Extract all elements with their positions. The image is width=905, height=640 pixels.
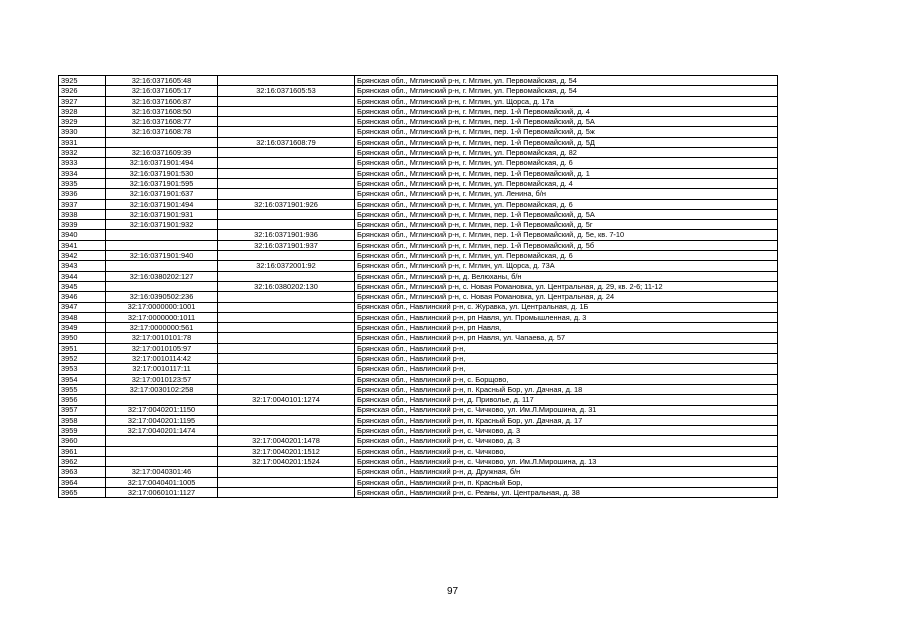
linked-cadastral-number-cell xyxy=(218,148,355,158)
address-cell: Брянская обл., Мглинский р-н, г. Мглин, пер. 1-й Первомайский, д. 5А xyxy=(355,117,778,127)
linked-cadastral-number-cell: 32:16:0380202:130 xyxy=(218,281,355,291)
address-cell: Брянская обл., Навлинский р-н, д. Дружная, б/н xyxy=(355,467,778,477)
linked-cadastral-number-cell xyxy=(218,302,355,312)
row-number-cell: 3939 xyxy=(59,220,106,230)
address-cell: Брянская обл., Навлинский р-н, с. Чичково, д. 3 xyxy=(355,436,778,446)
table-row xyxy=(59,76,778,86)
linked-cadastral-number-cell xyxy=(218,415,355,425)
table-row xyxy=(59,209,778,219)
row-number-cell: 3926 xyxy=(59,86,106,96)
linked-cadastral-number-cell xyxy=(218,374,355,384)
table-row xyxy=(59,436,778,446)
row-number-cell: 3942 xyxy=(59,251,106,261)
cadastral-number-cell: 32:16:0371606:87 xyxy=(106,96,218,106)
table-row xyxy=(59,364,778,374)
table-row xyxy=(59,199,778,209)
row-number-cell: 3950 xyxy=(59,333,106,343)
row-number-cell: 3961 xyxy=(59,446,106,456)
address-cell: Брянская обл., Навлинский р-н, xyxy=(355,343,778,353)
cadastral-number-cell: 32:17:0040301:46 xyxy=(106,467,218,477)
row-number-cell: 3943 xyxy=(59,261,106,271)
row-number-cell: 3933 xyxy=(59,158,106,168)
cadastral-number-cell xyxy=(106,137,218,147)
linked-cadastral-number-cell: 32:16:0371608:79 xyxy=(218,137,355,147)
row-number-cell: 3940 xyxy=(59,230,106,240)
address-cell: Брянская обл., Мглинский р-н, г. Мглин, ул. Первомайская, д. 6 xyxy=(355,251,778,261)
row-number-cell: 3958 xyxy=(59,415,106,425)
address-cell: Брянская обл., Навлинский р-н, д. Приволье, д. 117 xyxy=(355,395,778,405)
page-number: 97 xyxy=(446,586,459,597)
linked-cadastral-number-cell xyxy=(218,117,355,127)
cadastral-number-cell: 32:16:0371901:637 xyxy=(106,189,218,199)
table-row xyxy=(59,281,778,291)
row-number-cell: 3949 xyxy=(59,323,106,333)
table-row xyxy=(59,467,778,477)
linked-cadastral-number-cell xyxy=(218,312,355,322)
row-number-cell: 3955 xyxy=(59,384,106,394)
address-cell: Брянская обл., Мглинский р-н, г. Мглин, ул. Щорса, д. 17а xyxy=(355,96,778,106)
table-row xyxy=(59,446,778,456)
row-number-cell: 3938 xyxy=(59,209,106,219)
row-number-cell: 3963 xyxy=(59,467,106,477)
address-cell: Брянская обл., Навлинский р-н, с. Чичково, ул. Им.Л.Мирошина, д. 31 xyxy=(355,405,778,415)
table-row xyxy=(59,456,778,466)
table-row xyxy=(59,137,778,147)
linked-cadastral-number-cell xyxy=(218,426,355,436)
row-number-cell: 3964 xyxy=(59,477,106,487)
row-number-cell: 3962 xyxy=(59,456,106,466)
linked-cadastral-number-cell: 32:16:0371901:926 xyxy=(218,199,355,209)
table-row xyxy=(59,86,778,96)
address-cell: Брянская обл., Навлинский р-н, с. Чичково, xyxy=(355,446,778,456)
address-cell: Брянская обл., Мглинский р-н, с. Новая Романовка, ул. Центральная, д. 29, кв. 2-6; 11-12 xyxy=(355,281,778,291)
row-number-cell: 3934 xyxy=(59,168,106,178)
address-cell: Брянская обл., Мглинский р-н, г. Мглин, ул. Первомайская, д. 54 xyxy=(355,76,778,86)
table-row xyxy=(59,426,778,436)
linked-cadastral-number-cell xyxy=(218,477,355,487)
row-number-cell: 3948 xyxy=(59,312,106,322)
linked-cadastral-number-cell xyxy=(218,106,355,116)
row-number-cell: 3956 xyxy=(59,395,106,405)
address-cell: Брянская обл., Мглинский р-н, г. Мглин, ул. Первомайская, д. 54 xyxy=(355,86,778,96)
cadastral-number-cell: 32:17:0040201:1150 xyxy=(106,405,218,415)
cadastral-number-cell: 32:17:0000000:1001 xyxy=(106,302,218,312)
address-cell: Брянская обл., Мглинский р-н, г. Мглин, ул. Первомайская, д. 82 xyxy=(355,148,778,158)
table-row xyxy=(59,405,778,415)
address-cell: Брянская обл., Навлинский р-н, рп Навля, ул. Чапаева, д. 57 xyxy=(355,333,778,343)
table-row xyxy=(59,261,778,271)
address-cell: Брянская обл., Мглинский р-н, г. Мглин, ул. Первомайская, д. 6 xyxy=(355,199,778,209)
row-number-cell: 3925 xyxy=(59,76,106,86)
address-cell: Брянская обл., Мглинский р-н, г. Мглин, пер. 1-й Первомайский, д. 5е, кв. 7-10 xyxy=(355,230,778,240)
table-row xyxy=(59,127,778,137)
cadastral-number-cell: 32:17:0010114:42 xyxy=(106,354,218,364)
linked-cadastral-number-cell xyxy=(218,405,355,415)
linked-cadastral-number-cell: 32:17:0040101:1274 xyxy=(218,395,355,405)
linked-cadastral-number-cell xyxy=(218,292,355,302)
cadastral-number-cell: 32:16:0371608:78 xyxy=(106,127,218,137)
table-row xyxy=(59,312,778,322)
cadastral-number-cell xyxy=(106,446,218,456)
row-number-cell: 3944 xyxy=(59,271,106,281)
cadastral-number-cell: 32:17:0010105:97 xyxy=(106,343,218,353)
row-number-cell: 3965 xyxy=(59,487,106,497)
cadastral-number-cell: 32:16:0371608:77 xyxy=(106,117,218,127)
cadastral-number-cell: 32:17:0010123:57 xyxy=(106,374,218,384)
table-row xyxy=(59,323,778,333)
table-row xyxy=(59,96,778,106)
cadastral-number-cell: 32:17:0040201:1474 xyxy=(106,426,218,436)
linked-cadastral-number-cell xyxy=(218,271,355,281)
row-number-cell: 3959 xyxy=(59,426,106,436)
linked-cadastral-number-cell xyxy=(218,251,355,261)
table-row xyxy=(59,354,778,364)
cadastral-number-cell: 32:17:0030102:258 xyxy=(106,384,218,394)
address-cell: Брянская обл., Навлинский р-н, с. Борщово, xyxy=(355,374,778,384)
table-row xyxy=(59,384,778,394)
row-number-cell: 3930 xyxy=(59,127,106,137)
linked-cadastral-number-cell xyxy=(218,467,355,477)
linked-cadastral-number-cell xyxy=(218,96,355,106)
row-number-cell: 3954 xyxy=(59,374,106,384)
address-cell: Брянская обл., Мглинский р-н, г. Мглин, пер. 1-й Первомайский, д. 1 xyxy=(355,168,778,178)
address-cell: Брянская обл., Навлинский р-н, п. Красный Бор, ул. Дачная, д. 18 xyxy=(355,384,778,394)
cadastral-number-cell: 32:17:0010117:11 xyxy=(106,364,218,374)
cadastral-number-cell xyxy=(106,261,218,271)
cadastral-number-cell xyxy=(106,395,218,405)
table-row xyxy=(59,106,778,116)
cadastral-number-cell: 32:17:0000000:561 xyxy=(106,323,218,333)
linked-cadastral-number-cell xyxy=(218,76,355,86)
cadastral-number-cell: 32:16:0371901:932 xyxy=(106,220,218,230)
address-cell: Брянская обл., Мглинский р-н, г. Мглин, ул. Первомайская, д. 4 xyxy=(355,178,778,188)
cadastral-number-cell: 32:16:0371901:940 xyxy=(106,251,218,261)
table-row xyxy=(59,343,778,353)
linked-cadastral-number-cell xyxy=(218,487,355,497)
linked-cadastral-number-cell xyxy=(218,220,355,230)
table-row xyxy=(59,220,778,230)
row-number-cell: 3951 xyxy=(59,343,106,353)
table-row xyxy=(59,168,778,178)
row-number-cell: 3945 xyxy=(59,281,106,291)
cadastral-number-cell: 32:17:0060101:1127 xyxy=(106,487,218,497)
linked-cadastral-number-cell xyxy=(218,323,355,333)
row-number-cell: 3941 xyxy=(59,240,106,250)
cadastral-number-cell: 32:17:0010101:78 xyxy=(106,333,218,343)
row-number-cell: 3927 xyxy=(59,96,106,106)
table-row xyxy=(59,302,778,312)
linked-cadastral-number-cell xyxy=(218,343,355,353)
linked-cadastral-number-cell: 32:16:0371901:936 xyxy=(218,230,355,240)
cadastral-number-cell xyxy=(106,240,218,250)
linked-cadastral-number-cell: 32:17:0040201:1478 xyxy=(218,436,355,446)
table-row xyxy=(59,148,778,158)
row-number-cell: 3928 xyxy=(59,106,106,116)
linked-cadastral-number-cell: 32:16:0371901:937 xyxy=(218,240,355,250)
address-cell: Брянская обл., Навлинский р-н, с. Реаны, ул. Центральная, д. 38 xyxy=(355,487,778,497)
row-number-cell: 3936 xyxy=(59,189,106,199)
address-cell: Брянская обл., Навлинский р-н, xyxy=(355,354,778,364)
table-row xyxy=(59,374,778,384)
cadastral-number-cell: 32:16:0371608:50 xyxy=(106,106,218,116)
cadastral-number-cell: 32:16:0371609:39 xyxy=(106,148,218,158)
registry-table xyxy=(58,75,778,498)
cadastral-number-cell: 32:16:0371605:48 xyxy=(106,76,218,86)
address-cell: Брянская обл., Навлинский р-н, рп Навля, xyxy=(355,323,778,333)
linked-cadastral-number-cell xyxy=(218,364,355,374)
table-row xyxy=(59,487,778,497)
linked-cadastral-number-cell xyxy=(218,127,355,137)
linked-cadastral-number-cell xyxy=(218,178,355,188)
linked-cadastral-number-cell xyxy=(218,158,355,168)
address-cell: Брянская обл., Мглинский р-н, г. Мглин, пер. 1-й Первомайский, д. 5г xyxy=(355,220,778,230)
table-row xyxy=(59,333,778,343)
linked-cadastral-number-cell: 32:16:0372001:92 xyxy=(218,261,355,271)
table-row xyxy=(59,477,778,487)
cadastral-number-cell xyxy=(106,436,218,446)
cadastral-number-cell: 32:16:0371901:494 xyxy=(106,158,218,168)
cadastral-number-cell: 32:16:0371901:494 xyxy=(106,199,218,209)
cadastral-number-cell: 32:16:0371901:595 xyxy=(106,178,218,188)
cadastral-number-cell: 32:17:0040401:1005 xyxy=(106,477,218,487)
cadastral-number-cell: 32:17:0000000:1011 xyxy=(106,312,218,322)
address-cell: Брянская обл., Навлинский р-н, п. Красный Бор, ул. Дачная, д. 17 xyxy=(355,415,778,425)
cadastral-number-cell: 32:16:0371901:530 xyxy=(106,168,218,178)
address-cell: Брянская обл., Мглинский р-н, г. Мглин, пер. 1-й Первомайский, д. 5Д xyxy=(355,137,778,147)
table-row xyxy=(59,117,778,127)
table-row xyxy=(59,415,778,425)
cadastral-number-cell xyxy=(106,230,218,240)
table-row xyxy=(59,189,778,199)
table-row xyxy=(59,240,778,250)
address-cell: Брянская обл., Навлинский р-н, рп Навля, ул. Промышленная, д. 3 xyxy=(355,312,778,322)
address-cell: Брянская обл., Мглинский р-н, г. Мглин, пер. 1-й Первомайский, д. 5А xyxy=(355,209,778,219)
cadastral-number-cell: 32:16:0371901:931 xyxy=(106,209,218,219)
cadastral-number-cell: 32:16:0380202:127 xyxy=(106,271,218,281)
row-number-cell: 3931 xyxy=(59,137,106,147)
row-number-cell: 3960 xyxy=(59,436,106,446)
row-number-cell: 3937 xyxy=(59,199,106,209)
address-cell: Брянская обл., Мглинский р-н, с. Новая Романовка, ул. Центральная, д. 24 xyxy=(355,292,778,302)
linked-cadastral-number-cell: 32:17:0040201:1524 xyxy=(218,456,355,466)
row-number-cell: 3957 xyxy=(59,405,106,415)
linked-cadastral-number-cell: 32:17:0040201:1512 xyxy=(218,446,355,456)
linked-cadastral-number-cell xyxy=(218,168,355,178)
cadastral-number-cell: 32:16:0390502:236 xyxy=(106,292,218,302)
address-cell: Брянская обл., Мглинский р-н, д. Велюханы, б/н xyxy=(355,271,778,281)
cadastral-number-cell: 32:17:0040201:1195 xyxy=(106,415,218,425)
table-row xyxy=(59,178,778,188)
address-cell: Брянская обл., Мглинский р-н, г. Мглин, ул. Ленина, б/н xyxy=(355,189,778,199)
address-cell: Брянская обл., Мглинский р-н, г. Мглин, пер. 1-й Первомайский, д. 4 xyxy=(355,106,778,116)
row-number-cell: 3929 xyxy=(59,117,106,127)
address-cell: Брянская обл., Навлинский р-н, xyxy=(355,364,778,374)
table-row xyxy=(59,158,778,168)
linked-cadastral-number-cell xyxy=(218,209,355,219)
table-row xyxy=(59,230,778,240)
cadastral-number-cell xyxy=(106,456,218,466)
table-row xyxy=(59,271,778,281)
linked-cadastral-number-cell xyxy=(218,384,355,394)
table-row xyxy=(59,395,778,405)
address-cell: Брянская обл., Мглинский р-н, г. Мглин, пер. 1-й Первомайский, д. 5б xyxy=(355,240,778,250)
table-row xyxy=(59,251,778,261)
address-cell: Брянская обл., Навлинский р-н, с. Чичково, ул. Им.Л.Мирошина, д. 13 xyxy=(355,456,778,466)
address-cell: Брянская обл., Мглинский р-н, г. Мглин, ул. Щорса, д. 73А xyxy=(355,261,778,271)
row-number-cell: 3952 xyxy=(59,354,106,364)
linked-cadastral-number-cell: 32:16:0371605:53 xyxy=(218,86,355,96)
row-number-cell: 3947 xyxy=(59,302,106,312)
table-row xyxy=(59,292,778,302)
row-number-cell: 3932 xyxy=(59,148,106,158)
address-cell: Брянская обл., Мглинский р-н, г. Мглин, ул. Первомайская, д. 6 xyxy=(355,158,778,168)
row-number-cell: 3935 xyxy=(59,178,106,188)
address-cell: Брянская обл., Навлинский р-н, п. Красный Бор, xyxy=(355,477,778,487)
row-number-cell: 3953 xyxy=(59,364,106,374)
address-cell: Брянская обл., Навлинский р-н, с. Журавка, ул. Центральная, д. 1Б xyxy=(355,302,778,312)
linked-cadastral-number-cell xyxy=(218,354,355,364)
registry-table-body xyxy=(59,76,778,498)
address-cell: Брянская обл., Навлинский р-н, с. Чичково, д. 3 xyxy=(355,426,778,436)
cadastral-number-cell: 32:16:0371605:17 xyxy=(106,86,218,96)
linked-cadastral-number-cell xyxy=(218,189,355,199)
cadastral-number-cell xyxy=(106,281,218,291)
address-cell: Брянская обл., Мглинский р-н, г. Мглин, пер. 1-й Первомайский, д. 5ж xyxy=(355,127,778,137)
row-number-cell: 3946 xyxy=(59,292,106,302)
linked-cadastral-number-cell xyxy=(218,333,355,343)
